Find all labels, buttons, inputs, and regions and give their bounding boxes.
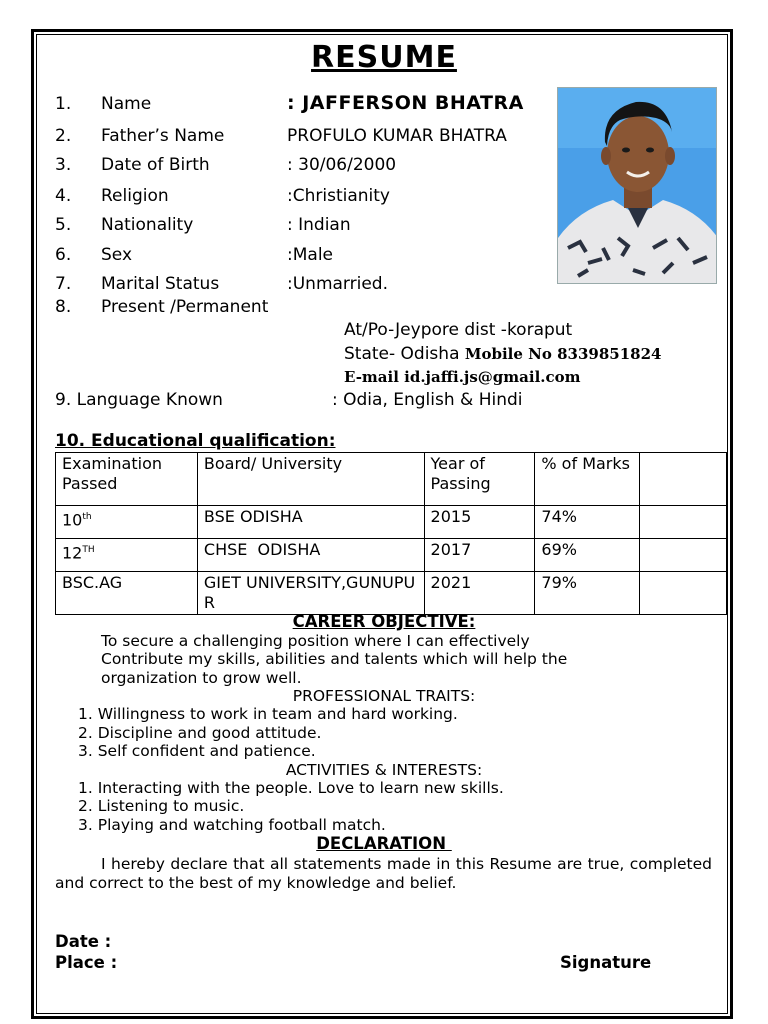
marital-status-label: Marital Status [101,274,220,294]
career-text-line: To secure a challenging position where I can effectively [101,632,530,650]
place-label: Place : [55,953,118,972]
year-cell: 2021 [424,572,535,615]
item-number: 7. [55,274,72,294]
empty-cell [640,506,727,539]
date-label: Date : [55,932,112,951]
board-cell: CHSE ODISHA [197,539,424,572]
career-text-line: Contribute my skills, abilities and talents which will help the [101,650,568,668]
column-header: Examination Passed [56,453,198,506]
email: E-mail id.jaffi.js@gmail.com [344,368,581,386]
marital-status-value: :Unmarried. [287,274,388,294]
exam-cell: 12TH [56,539,198,572]
item-number: 8. [55,297,72,317]
traits-item: 3. Self confident and patience. [78,742,316,760]
table-row [56,506,727,539]
language-label: 9. Language Known [55,390,223,410]
item-number: 4. [55,186,72,206]
activities-item: 3. Playing and watching football match. [78,816,386,834]
table-row [56,539,727,572]
address-label: Present /Permanent [101,297,269,317]
language-value: : Odia, English & Hindi [332,390,523,410]
activities-item: 1. Interacting with the people. Love to learn new skills. [78,779,504,797]
board-cell: BSE ODISHA [197,506,424,539]
traits-item: 1. Willingness to work in team and hard working. [78,705,458,723]
sex-value: :Male [287,245,333,265]
name-value: : JAFFERSON BHATRA [287,92,524,114]
exam-cell: 10th [56,506,198,539]
empty-cell [640,539,727,572]
table-row [56,572,727,615]
career-objective-heading: CAREER OBJECTIVE: [292,612,476,631]
resume-title: RESUME [311,40,457,75]
column-header [640,453,727,506]
item-number: 2. [55,126,72,146]
traits-heading: PROFESSIONAL TRAITS: [292,687,476,705]
marks-cell: 74% [535,506,640,539]
column-header: Year of Passing [424,453,535,506]
item-number: 1. [55,94,72,114]
activities-item: 2. Listening to music. [78,797,245,815]
career-text-line: organization to grow well. [101,669,302,687]
dob-value: : 30/06/2000 [287,155,397,175]
year-cell: 2015 [424,506,535,539]
state-text: State- Odisha [344,344,465,364]
father-name-value: PROFULO KUMAR BHATRA [287,126,507,146]
declaration-heading: DECLARATION [316,834,452,853]
profile-photo [557,87,717,284]
item-number: 3. [55,155,72,175]
marks-cell: 79% [535,572,640,615]
education-table [55,452,727,615]
marks-cell: 69% [535,539,640,572]
nationality-label: Nationality [101,215,194,235]
religion-value: :Christianity [287,186,390,206]
dob-label: Date of Birth [101,155,210,175]
name-label: Name [101,94,152,114]
activities-heading: ACTIVITIES & INTERESTS: [285,761,483,779]
item-number: 6. [55,245,72,265]
nationality-value: : Indian [287,215,351,235]
traits-item: 2. Discipline and good attitude. [78,724,322,742]
signature-label: Signature [560,953,652,972]
address-state-line [344,344,661,364]
declaration-text: I hereby declare that all statements made in this Resume are true, completed and correct to the best of my knowledge and belief. [55,855,712,892]
sex-label: Sex [101,245,133,265]
empty-cell [640,572,727,615]
exam-cell: BSC.AG [56,572,198,615]
table-header-row [56,453,727,506]
mobile-number: Mobile No 8339851824 [464,345,662,363]
column-header: % of Marks [535,453,640,506]
religion-label: Religion [101,186,169,206]
board-cell: GIET UNIVERSITY,GUNUPUR [197,572,424,615]
address-line: At/Po-Jeypore dist -koraput [344,320,573,340]
item-number: 5. [55,215,72,235]
education-heading: 10. Educational qualification: [55,431,336,451]
father-name-label: Father’s Name [101,126,225,146]
year-cell: 2017 [424,539,535,572]
column-header: Board/ University [197,453,424,506]
